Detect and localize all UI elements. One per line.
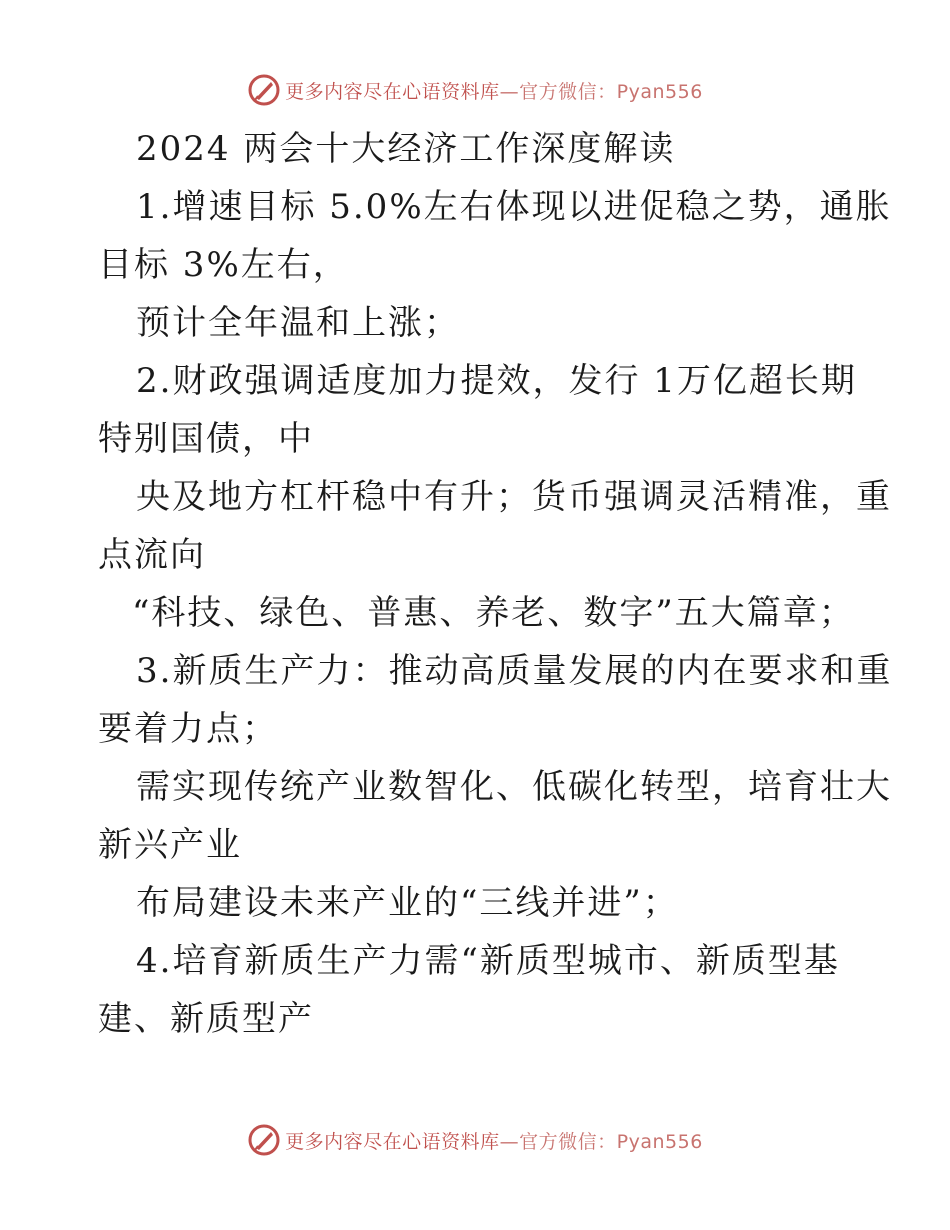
document-body: [98, 120, 893, 1048]
paragraph-line: 4.培育新质生产力需“新质型城市、新质型基: [136, 941, 840, 981]
watermark-banner-top: [0, 70, 950, 110]
paragraph-line: 央及地方杠杆稳中有升；货币强调灵活精准，重: [136, 477, 892, 517]
paragraph-line: 需实现传统产业数智化、低碳化转型，培育壮大: [136, 767, 892, 807]
paragraph-line: 3.新质生产力：推动高质量发展的内在要求和重: [136, 651, 893, 691]
paragraph-line: “科技、绿色、普惠、养老、数字”五大篇章；: [132, 593, 855, 633]
paragraph-line: 2.财政强调适度加力提效，发行 1万亿超长期: [136, 361, 857, 401]
document-title: 2024 两会十大经济工作深度解读: [136, 129, 676, 169]
paragraph-line: 建、新质型产: [98, 999, 314, 1039]
watermark-banner-bottom: [0, 1120, 950, 1160]
paragraph-line: 新兴产业: [98, 825, 242, 865]
feather-pen-logo-icon: [247, 1123, 281, 1157]
paragraph-line: 点流向: [98, 535, 206, 575]
paragraph-line: 特别国债，中: [98, 419, 314, 459]
paragraph-line: 1.增速目标 5.0%左右体现以进促稳之势，通胀: [136, 187, 892, 227]
watermark-text: 更多内容尽在心语资料库—官方微信：Pyan556: [285, 80, 703, 103]
paragraph-line: 目标 3%左右，: [98, 245, 349, 285]
paragraph-line: 预计全年温和上涨；: [136, 303, 460, 343]
paragraph-line: 要着力点；: [98, 709, 278, 749]
paragraph-line: 布局建设未来产业的“三线并进”；: [136, 883, 679, 923]
watermark-text: 更多内容尽在心语资料库—官方微信：Pyan556: [285, 1130, 703, 1153]
feather-pen-logo-icon: [247, 73, 281, 107]
